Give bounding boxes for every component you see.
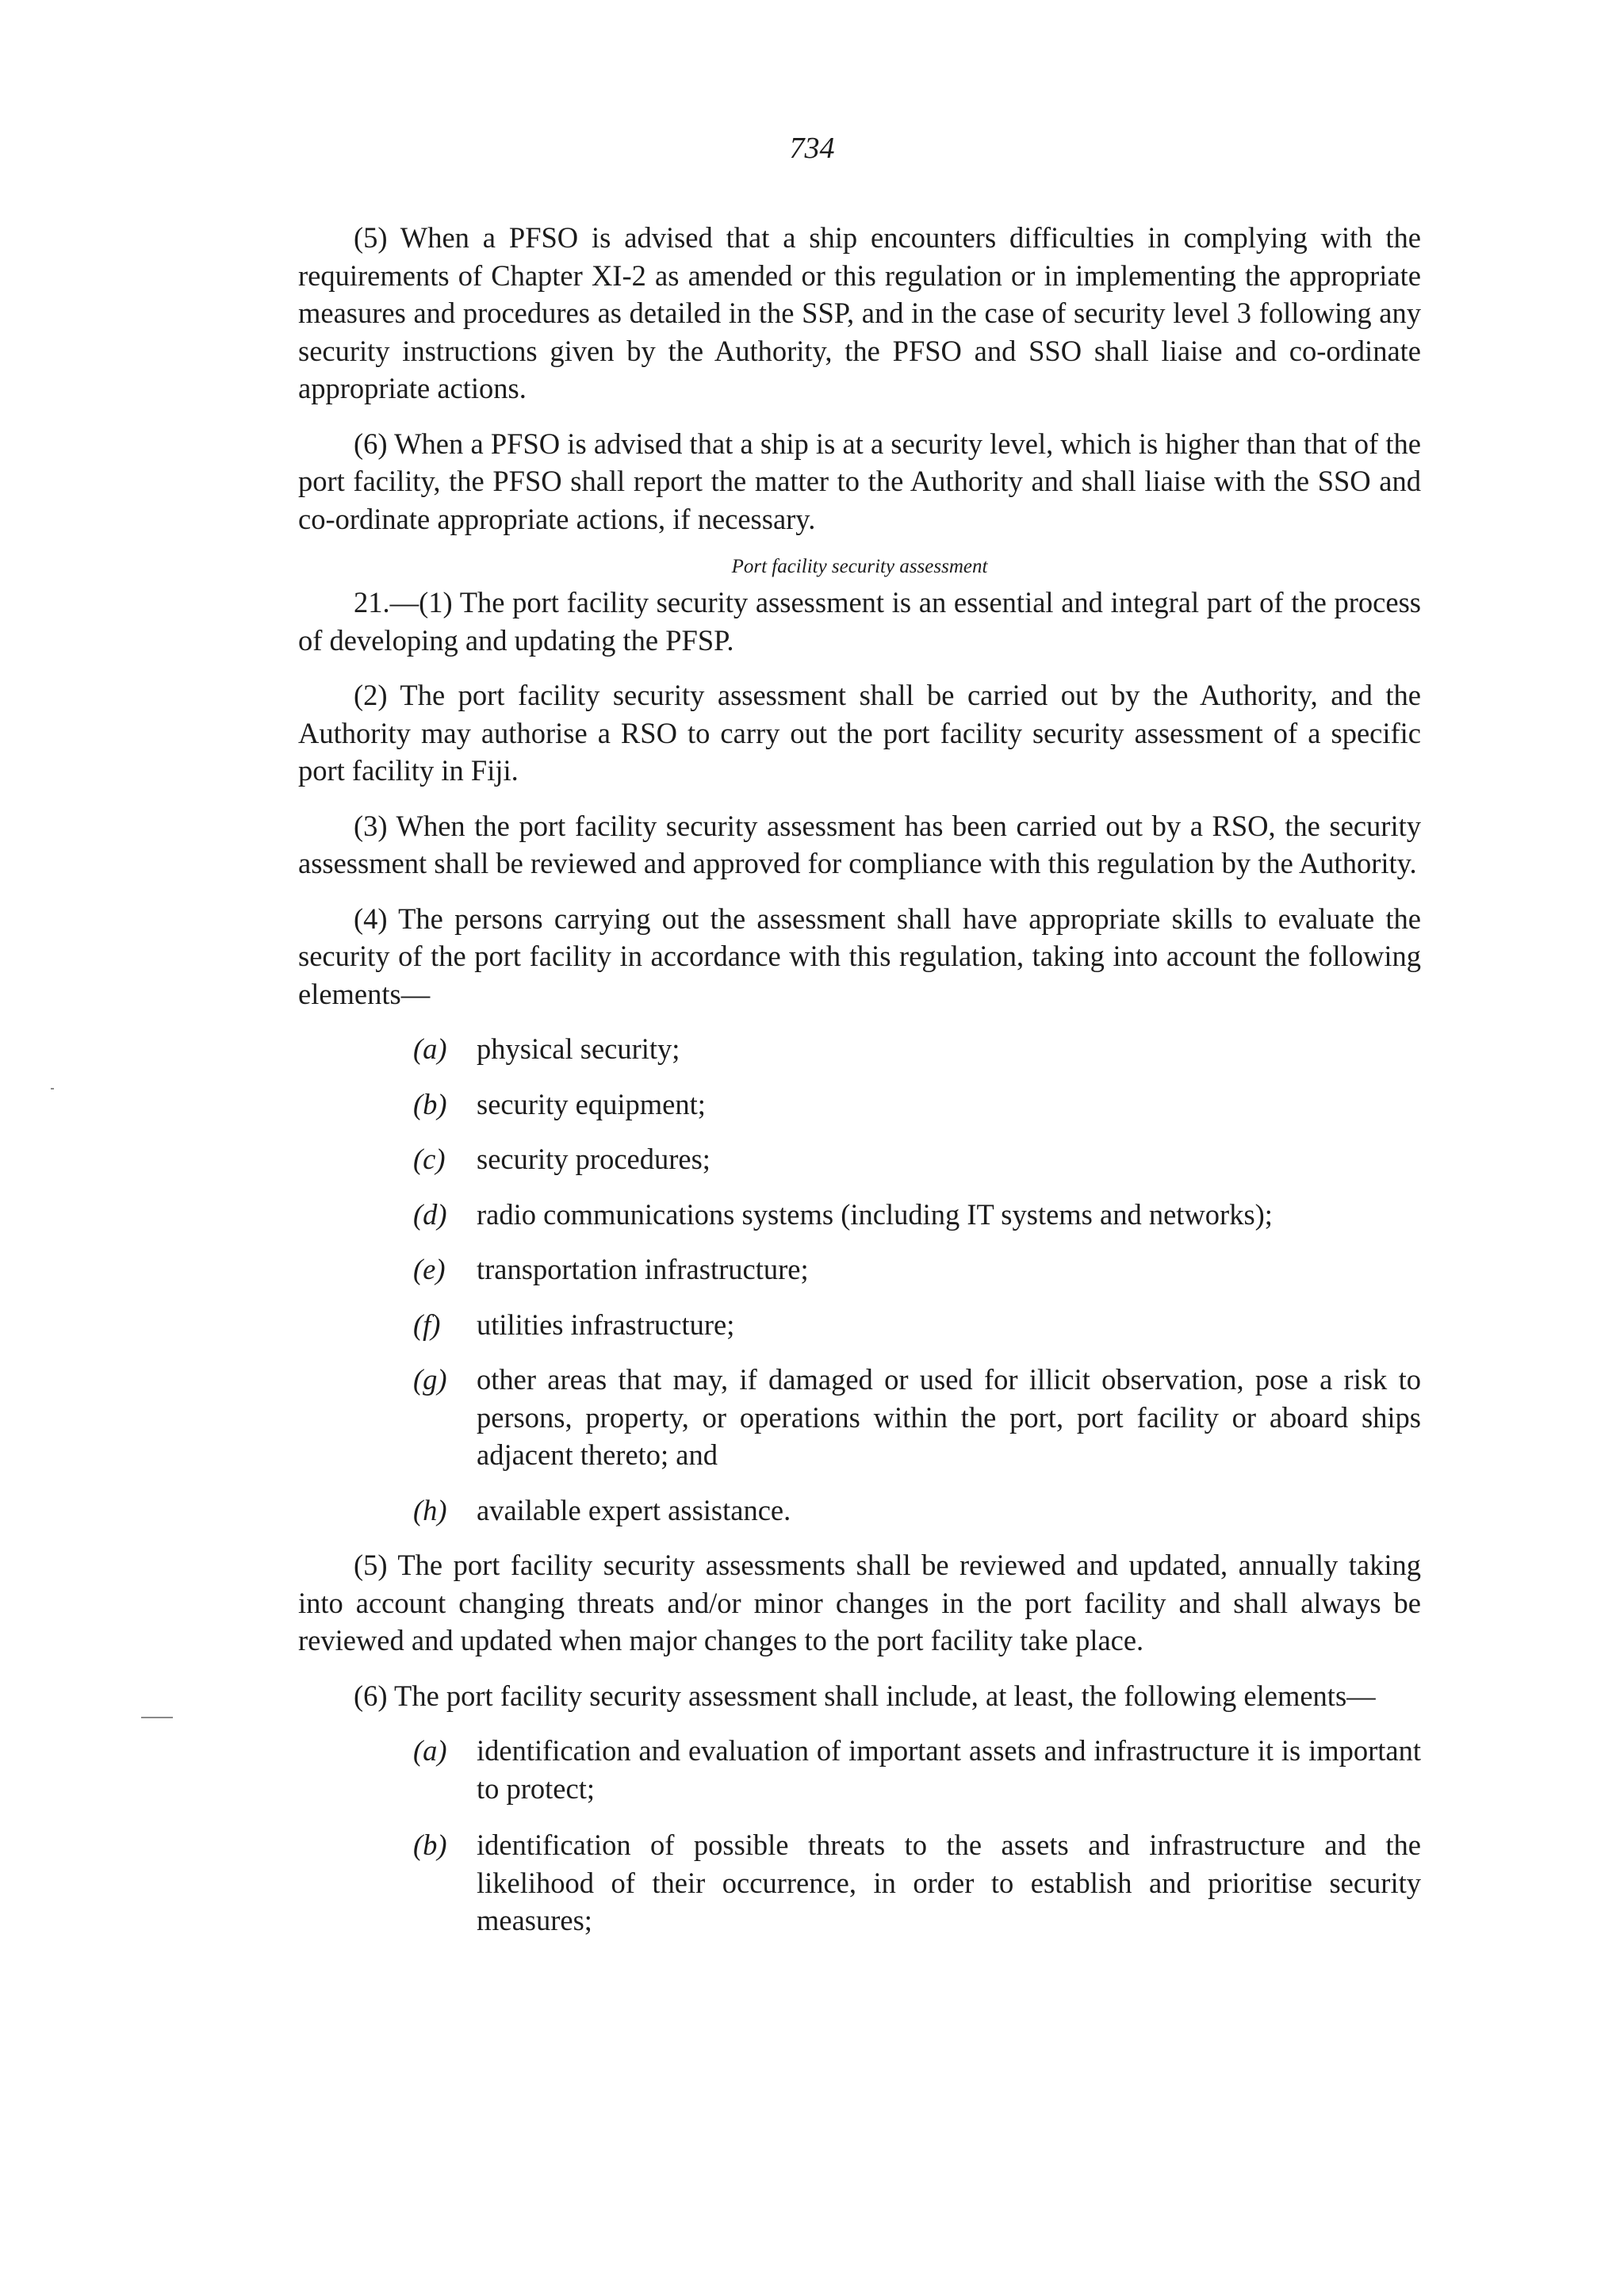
- elements-list: [298, 1030, 1421, 1529]
- list-item-text: other areas that may, if damaged or used for illicit observation, pose a risk to persons, property, or operations within the port, port facility or aboard ships adjacent thereto; and: [477, 1363, 1421, 1471]
- list-item-text: transportation infrastructure;: [477, 1253, 809, 1285]
- list-item-text: available expert assistance.: [477, 1493, 791, 1526]
- list-item-label: (d): [413, 1197, 447, 1231]
- list-item-text: physical security;: [477, 1032, 680, 1065]
- list-item: [413, 1140, 1421, 1178]
- paragraph-20-6: (6) When a PFSO is advised that a ship is at a security level, which is higher than that of the port facility, the PFSO shall report the matter to the Authority and shall liaise with the SSO and co-ordinate appropriate actions, if necessary.: [298, 427, 1421, 535]
- list-item-text: identification of possible threats to the assets and infrastructure and the likelihood of their occurrence, in order to establish and prioritise security measures;: [477, 1829, 1421, 1936]
- list-item: [413, 1826, 1421, 1940]
- list-item: [413, 1492, 1421, 1530]
- paragraph-21-4: (4) The persons carrying out the assessment shall have appropriate skills to evaluate the security of the port facility in accordance with this regulation, taking into account the following elements—: [298, 902, 1421, 1010]
- assessment-elements-list: [298, 1732, 1421, 1940]
- list-item-label: (a): [413, 1032, 447, 1065]
- list-item: [413, 1086, 1421, 1124]
- list-item-label: (h): [413, 1493, 447, 1526]
- list-item-text: security procedures;: [477, 1143, 710, 1175]
- list-item-label: (g): [413, 1363, 447, 1396]
- list-item-label: (b): [413, 1087, 447, 1120]
- document-body: [298, 219, 1421, 1959]
- list-item-text: radio communications systems (including IT systems and networks);: [477, 1197, 1273, 1231]
- list-item: [413, 1361, 1421, 1474]
- list-item: [413, 1196, 1421, 1234]
- list-item: [413, 1732, 1421, 1807]
- scan-mark-top: [51, 1088, 54, 1090]
- list-item: [413, 1250, 1421, 1289]
- list-item-text: utilities infrastructure;: [477, 1308, 735, 1341]
- list-item-label: (f): [413, 1308, 441, 1341]
- paragraph-21-6: (6) The port facility security assessment shall include, at least, the following elements—: [354, 1679, 1376, 1712]
- list-item-label: (e): [413, 1253, 446, 1285]
- list-item: [413, 1306, 1421, 1344]
- list-item-label: (a): [413, 1734, 447, 1767]
- paragraph-21-5: (5) The port facility security assessments shall be reviewed and updated, annually taking into account changing threats and/or minor changes in the port facility and shall always be reviewed and updated when major changes to the port facility take place.: [298, 1549, 1421, 1656]
- list-item: [413, 1030, 1421, 1068]
- list-item-text: security equipment;: [477, 1087, 706, 1120]
- paragraph-20-5: (5) When a PFSO is advised that a ship encounters difficulties in complying with the requirements of Chapter XI-2 as amended or this regulation or in implementing the appropriate measures and procedures as detailed in the SSP, and in the case of security level 3 following any security instructions given by the Authority, the PFSO and SSO shall liaise and co-ordinate appropriate actions.: [298, 221, 1421, 404]
- list-item-label: (c): [413, 1143, 446, 1175]
- paragraph-21-1: 21.—(1) The port facility security assessment is an essential and integral part of the process of developing and updating the PFSP.: [298, 586, 1421, 657]
- scan-mark-bottom: [141, 1717, 173, 1718]
- paragraph-21-3: (3) When the port facility security assessment has been carried out by a RSO, the security assessment shall be reviewed and approved for compliance with this regulation by the Authority.: [298, 809, 1421, 879]
- paragraph-21-2: (2) The port facility security assessment shall be carried out by the Authority, and the Authority may authorise a RSO to carry out the port facility security assessment of a specific port facility in Fiji.: [298, 679, 1421, 787]
- list-item-text: identification and evaluation of important assets and infrastructure it is important to protect;: [477, 1734, 1421, 1805]
- page-number: 734: [789, 132, 835, 165]
- section-heading: Port facility security assessment: [731, 556, 988, 577]
- list-item-label: (b): [413, 1829, 447, 1861]
